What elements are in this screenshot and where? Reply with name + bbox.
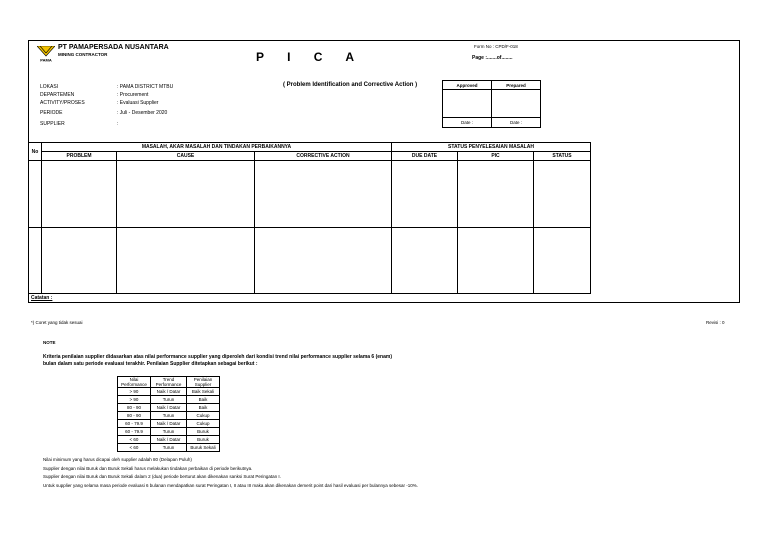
page-number: Page :.......of........ — [472, 55, 513, 61]
cell-problem[interactable] — [42, 161, 117, 228]
crit-cell: Cukup — [187, 420, 220, 428]
company-subtitle: MINING CONTRACTOR — [58, 52, 108, 57]
pica-table — [28, 142, 591, 294]
cell-corrective-action[interactable] — [255, 228, 392, 294]
table-row — [118, 388, 220, 396]
table-row — [118, 428, 220, 436]
info-value-supplier: : — [117, 121, 119, 127]
approval-table — [442, 80, 541, 128]
crit-cell: Baik Sekali — [187, 388, 220, 396]
approved-header: Approved — [443, 81, 492, 90]
info-label-lokasi: LOKASI — [40, 84, 59, 90]
table-row — [29, 228, 591, 294]
cell-due-date[interactable] — [392, 228, 458, 294]
crit-cell: Turun — [151, 444, 187, 452]
cell-status[interactable] — [534, 228, 591, 294]
crit-header-trend: Trend Performance — [151, 377, 187, 388]
cell-pic[interactable] — [458, 161, 534, 228]
crit-cell: Naik / Datar — [151, 420, 187, 428]
info-value-activity: : Evaluasi Supplier — [117, 100, 159, 106]
prepared-date: Date : — [492, 118, 541, 128]
page-subtitle: ( Problem Identification and Corrective Action ) — [283, 82, 418, 88]
criteria-table — [117, 376, 220, 452]
col-cause-header: CAUSE — [117, 152, 255, 161]
table-row — [118, 396, 220, 404]
table-row — [29, 161, 591, 228]
crit-cell: Baik — [187, 396, 220, 404]
info-label-periode: PERIODE — [40, 110, 63, 116]
crit-cell: Naik / Datar — [151, 388, 187, 396]
group-status-header: STATUS PENYELESAIAN MASALAH — [392, 143, 591, 152]
cell-no[interactable] — [29, 228, 42, 294]
approved-date: Date : — [443, 118, 492, 128]
note-line: Nilai minimum yang harus dicapai oleh supplier adalah 80 (Delapan Puluh) — [43, 457, 192, 462]
crit-cell: Buruk — [187, 428, 220, 436]
crit-cell: 60 - 79.9 — [118, 428, 151, 436]
cell-cause[interactable] — [117, 228, 255, 294]
crit-cell: Naik / Datar — [151, 436, 187, 444]
crit-cell: Naik / Datar — [151, 404, 187, 412]
cell-pic[interactable] — [458, 228, 534, 294]
cell-problem[interactable] — [42, 228, 117, 294]
col-pic-header: PIC — [458, 152, 534, 161]
info-value-periode: : Juli - Desember 2020 — [117, 110, 168, 116]
cell-status[interactable] — [534, 161, 591, 228]
pama-logo-icon — [37, 46, 55, 62]
col-no-header: No — [29, 143, 42, 161]
group-problem-header: MASALAH, AKAR MASALAH DAN TINDAKAN PERBAIKANNYA — [42, 143, 392, 152]
page-title: P I C A — [256, 50, 365, 64]
crit-cell: Buruk — [187, 436, 220, 444]
crit-cell: 80 - 90 — [118, 404, 151, 412]
catatan-label: Catatan : — [31, 295, 53, 301]
criteria-text: Kriteria penilaian supplier didasarkan atas nilai performance supplier yang diperoleh dari kondisi trend nilai performance supplier selama 6 (enam) bulan dalam satu periode evaluasi terakhir. Penilaian Supplier ditetapkan sebagai berikut : — [43, 354, 392, 367]
prepared-header: Prepared — [492, 81, 541, 90]
cell-no[interactable] — [29, 161, 42, 228]
crit-cell: Turun — [151, 396, 187, 404]
approved-signature-cell[interactable] — [443, 90, 492, 118]
info-label-activity: ACTIVITY/PROSES — [40, 100, 85, 106]
crit-header-nilai: Nilai Performance — [118, 377, 151, 388]
cell-cause[interactable] — [117, 161, 255, 228]
crit-cell: < 60 — [118, 436, 151, 444]
prepared-signature-cell[interactable] — [492, 90, 541, 118]
note-line: Untuk supplier yang selama masa periode evaluasi 6 bulanan mendapatkan surat Peringatan I, II atau III maka akan dikenakan demerit point dari hasil evaluasi per bulannya sebesar -10%. — [43, 482, 418, 488]
crit-cell: Cukup — [187, 412, 220, 420]
crit-cell: Baik — [187, 404, 220, 412]
crit-cell: < 60 — [118, 444, 151, 452]
col-corrective-action-header: CORRECTIVE ACTION — [255, 152, 392, 161]
crit-cell: Turun — [151, 428, 187, 436]
note-line: Supplier dengan nilai Buruk dan Buruk Sekali dalam 2 (dua) periode berturut akan dikenakan sanksi Surat Peringatan I. — [43, 474, 281, 479]
col-problem-header: PROBLEM — [42, 152, 117, 161]
info-value-departemen: : Procurement — [117, 92, 149, 98]
notes-block — [43, 456, 418, 490]
info-value-lokasi: : PAMA DISTRICT MTBU — [117, 84, 174, 90]
footnote: *) Coret yang tidak sesuai — [31, 320, 83, 325]
crit-header-penilaian: Penilaian Supplier — [187, 377, 220, 388]
revision-label: Revisi : 0 — [706, 320, 725, 325]
info-label-supplier: SUPPLIER — [40, 121, 65, 127]
form-number: Form No : CPD/F-018 — [474, 44, 518, 49]
crit-cell: Turun — [151, 412, 187, 420]
crit-cell: Buruk Sekali — [187, 444, 220, 452]
table-row — [118, 420, 220, 428]
note-heading: NOTE — [43, 340, 56, 345]
crit-cell: 80 - 90 — [118, 412, 151, 420]
col-status-header: STATUS — [534, 152, 591, 161]
cell-corrective-action[interactable] — [255, 161, 392, 228]
note-line: Supplier dengan nilai Buruk dan Buruk Sekali harus melakukan tindakan perbaikan di periode berikutnya. — [43, 465, 253, 471]
svg-text:PAMA: PAMA — [40, 57, 52, 62]
table-row — [118, 412, 220, 420]
table-row — [118, 436, 220, 444]
col-due-date-header: DUE DATE — [392, 152, 458, 161]
table-row — [118, 444, 220, 452]
info-label-departemen: DEPARTEMEN — [40, 92, 75, 98]
cell-due-date[interactable] — [392, 161, 458, 228]
crit-cell: 60 - 79.9 — [118, 420, 151, 428]
crit-cell: > 90 — [118, 388, 151, 396]
company-name: PT PAMAPERSADA NUSANTARA — [58, 44, 169, 51]
crit-cell: > 90 — [118, 396, 151, 404]
table-row — [118, 404, 220, 412]
